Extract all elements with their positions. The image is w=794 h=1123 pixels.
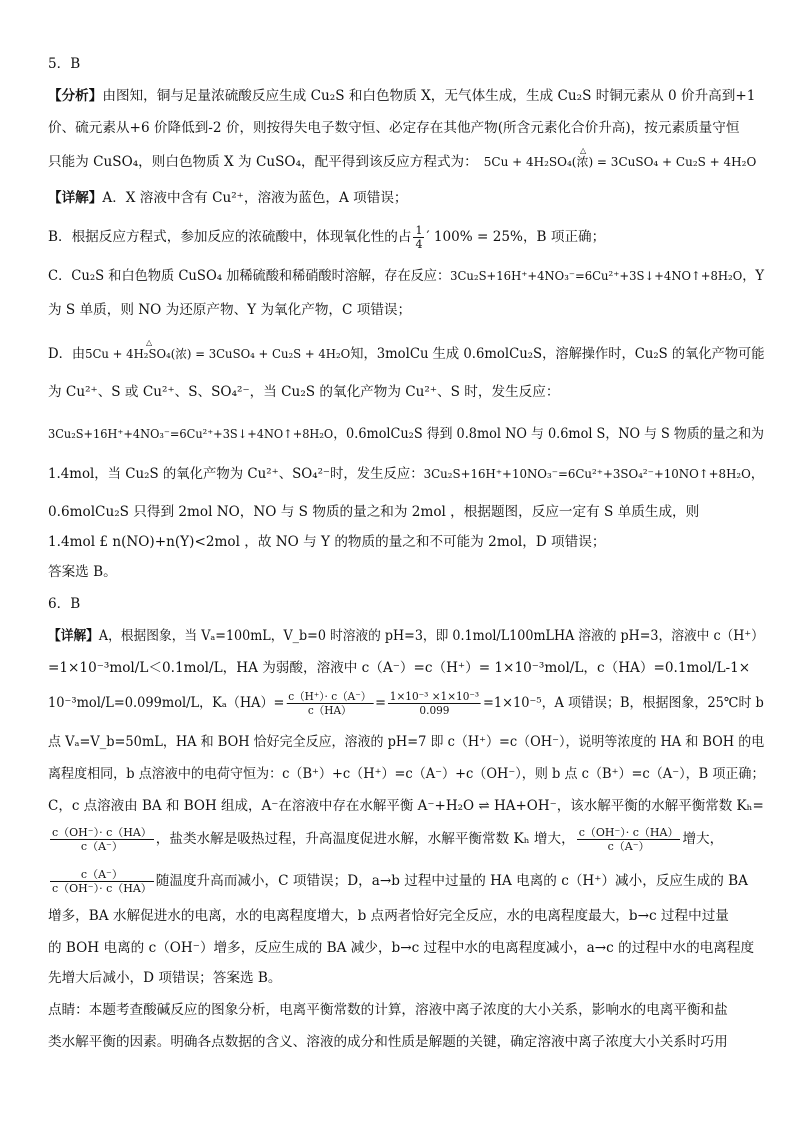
detail-tag: 【详解】 bbox=[48, 190, 103, 206]
q6-note1: 点睛：本题考查酸碱反应的图象分析，电离平衡常数的计算，溶液中离子浓度的大小关系，影响水的电离平衡和盐 bbox=[48, 1002, 728, 1018]
q5-detail-c2: 为 S 单质，则 NO 为还原产物、Y 为氧化产物，C 项错误； bbox=[48, 302, 412, 318]
ka-value-fraction: $\frac{\text{1×10⁻³ ×1×10⁻³}}{0.099}$ bbox=[389, 690, 480, 717]
heat-symbol: △ bbox=[146, 338, 153, 347]
q6-note2: 类水解平衡的因素。明确各点数据的含义、溶液的成分和性质是解题的关键，确定溶液中离子浓度大小关系时巧用 bbox=[48, 1034, 728, 1050]
ionic-equation: 3Cu₂S+16H⁺+4NO₃⁻=6Cu²⁺+3S↓+4NO↑+8H₂O bbox=[450, 269, 743, 283]
q6-line3: 10⁻³mol/L=0.099mol/L，Kₐ（HA）= $\frac{c(H^+)\cdot c(A^-)}{c(HA)}$ = $\frac{\text{1×10⁻³ ×1×10⁻³}}{0.099}$ =1×10⁻⁵，A 项错误；B，根据图象，25℃时 b bbox=[48, 690, 764, 717]
q5-detail-b: B．根据反应方程式，参加反应的浓硫酸中，体现氧化性的占 $\frac{1}{4}$ ′ 100% = 25%，B 项正确； bbox=[48, 224, 606, 251]
reaction-equation: 5Cu + 4H₂SO₄(浓) = 3CuSO₄ + Cu₂S + 4H₂O bbox=[483, 155, 757, 169]
q6-line7: $\frac{c(OH^-)\cdot c(HA)}{c(A^-)}$ ，盐类水解是吸热过程，升高温度促进水解，水解平衡常数 Kₕ 增大， $\frac{c(OH^-)\cdot c(HA)}{c(A^-)}$ 增大， bbox=[52, 826, 724, 853]
inverse-kh-fraction: $\frac{c(A^-)}{c(OH^-)\cdot c(HA)}$ bbox=[52, 868, 152, 895]
q5-detail-d6: 1.4mol £ n(NO)+n(Y)<2mol ，故 NO 与 Y 的物质的量之和不可能为 2mol，D 项错误； bbox=[48, 534, 606, 550]
q5-detail-d2: 为 Cu²⁺、S 或 Cu²⁺、S、SO₄²⁻，当 Cu₂S 的氧化产物为 Cu²⁺、S 时，发生反应： bbox=[48, 384, 560, 400]
ka-fraction: $\frac{c(H^+)\cdot c(A^-)}{c(HA)}$ bbox=[288, 690, 372, 717]
q5-detail-d1: D．由5Cu + 4H₂SO₄(浓) = 3CuSO₄ + Cu₂S + 4H₂O知，3molCu 生成 0.6molCu₂S，溶解操作时，Cu₂S 的氧化产物可能 bbox=[48, 346, 765, 362]
q5-answer: 答案选 B。 bbox=[48, 564, 117, 580]
q5-detail-d3: 3Cu₂S+16H⁺+4NO₃⁻=6Cu²⁺+3S↓+4NO↑+8H₂O，0.6molCu₂S 得到 0.8mol NO 与 0.6mol S，NO 与 S 物质的量之和为 bbox=[48, 426, 764, 442]
q6-line11: 先增大后减小，D 项错误；答案选 B。 bbox=[48, 970, 282, 986]
fraction-quarter: $\frac{1}{4}$ bbox=[415, 224, 423, 251]
kh-fraction: $\frac{c(OH^-)\cdot c(HA)}{c(A^-)}$ bbox=[52, 826, 152, 853]
reaction-equation: 5Cu + 4H₂SO₄(浓) = 3CuSO₄ + Cu₂S + 4H₂O bbox=[85, 347, 351, 361]
q6-line4: 点 Vₐ=V_b=50mL，HA 和 BOH 恰好完全反应，溶液的 pH=7 即 c（H⁺）=c（OH⁻），说明等浓度的 HA 和 BOH 的电 bbox=[48, 734, 765, 750]
detail-tag: 【详解】 bbox=[48, 628, 99, 644]
q6-line5: 离程度相同，b 点溶液中的电荷守恒为：c（B⁺）+c（H⁺）=c（A⁻）+c（OH⁻），则 b 点 c（B⁺）=c（A⁻），B 项正确； bbox=[48, 766, 765, 782]
q5-analysis-line3: 只能为 CuSO₄，则白色物质 X 为 CuSO₄，配平得到该反应方程式为： 5Cu + 4H₂SO₄(浓) = 3CuSO₄ + Cu₂S + 4H₂O bbox=[48, 154, 757, 170]
q5-title: 5．B bbox=[48, 56, 81, 72]
q5-detail-d5: 0.6molCu₂S 只得到 2mol NO，NO 与 S 物质的量之和为 2mol ，根据题图，反应一定有 S 单质生成，则 bbox=[48, 504, 700, 520]
q5-detail-a: 【详解】A．X 溶液中含有 Cu²⁺，溶液为蓝色，A 项错误； bbox=[48, 190, 408, 206]
q5-detail-d4: 1.4mol，当 Cu₂S 的氧化产物为 Cu²⁺、SO₄²⁻时，发生反应：3Cu₂S+16H⁺+10NO₃⁻=6Cu²⁺+3SO₄²⁻+10NO↑+8H₂O， bbox=[48, 466, 765, 482]
q6-line8: $\frac{c(A^-)}{c(OH^-)\cdot c(HA)}$ 随温度升高而减小，C 项错误；D，a→b 过程中过量的 HA 电离的 c（H⁺）减小，反应生成的 BA bbox=[52, 868, 748, 895]
ionic-equation: 3Cu₂S+16H⁺+4NO₃⁻=6Cu²⁺+3S↓+4NO↑+8H₂O bbox=[48, 427, 334, 441]
q5-analysis-line2: 价、硫元素从+6 价降低到-2 价，则按得失电子数守恒、必定存在其他产物(所含元素化合价升高)，按元素质量守恒 bbox=[48, 120, 740, 136]
q6-line1: 【详解】A，根据图象，当 Vₐ=100mL，V_b=0 时溶液的 pH=3，即 0.1mol/L100mLHA 溶液的 pH=3，溶液中 c（H⁺） bbox=[48, 628, 764, 644]
q6-line2: =1×10⁻³mol/L＜0.1mol/L，HA 为弱酸，溶液中 c（A⁻）=c（H⁺）= 1×10⁻³mol/L，c（HA）=0.1mol/L-1× bbox=[48, 660, 751, 676]
q6-line9: 增多，BA 水解促进水的电离，水的电离程度增大，b 点两者恰好完全反应，水的电离程度最大，b→c 过程中过量 bbox=[48, 908, 729, 924]
ionic-equation: 3Cu₂S+16H⁺+10NO₃⁻=6Cu²⁺+3SO₄²⁻+10NO↑+8H₂O bbox=[423, 467, 751, 481]
q5-analysis-line1: 【分析】由图知，铜与足量浓硫酸反应生成 Cu₂S 和白色物质 X，无气体生成，生成 Cu₂S 时铜元素从 0 价升高到+1 bbox=[48, 88, 756, 104]
q5-detail-c1: C．Cu₂S 和白色物质 CuSO₄ 加稀硫酸和稀硝酸时溶解，存在反应：3Cu₂S+16H⁺+4NO₃⁻=6Cu²⁺+3S↓+4NO↑+8H₂O，Y bbox=[48, 268, 765, 284]
q6-line6: C，c 点溶液由 BA 和 BOH 组成，A⁻在溶液中存在水解平衡 A⁻+H₂O ⇌ HA+OH⁻，该水解平衡的水解平衡常数 Kₕ= bbox=[48, 798, 764, 814]
analysis-tag: 【分析】 bbox=[48, 88, 103, 104]
kh-fraction-2: $\frac{c(OH^-)\cdot c(HA)}{c(A^-)}$ bbox=[578, 826, 679, 853]
heat-symbol: △ bbox=[580, 146, 587, 155]
q6-title: 6．B bbox=[48, 596, 81, 612]
q6-line10: 的 BOH 电离的 c（OH⁻）增多，反应生成的 BA 减少，b→c 过程中水的电离程度减小，a→c 的过程中水的电离程度 bbox=[48, 940, 755, 956]
